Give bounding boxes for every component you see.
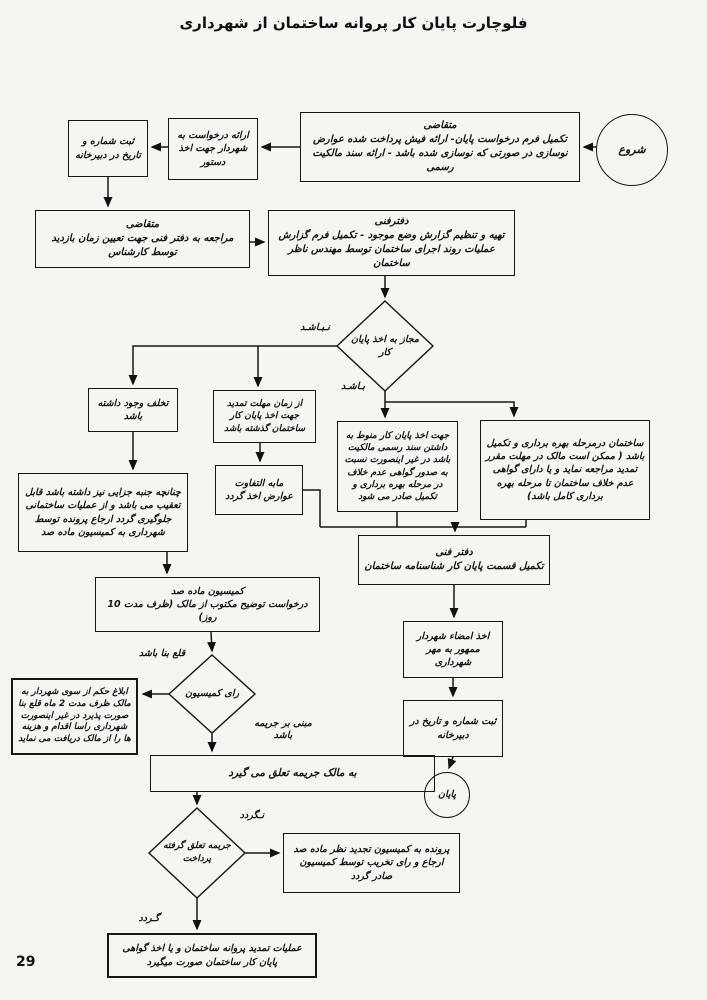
commission-100-text: درخواست توضیح مکتوب از مالک (ظرف مدت 10 روز) <box>107 598 308 624</box>
tech-office-report-text: تهیه و تنظیم گزارش وضع موجود - تکمیل فرم گزارش عملیات روند اجرای ساختمان توسط مهندس ناظر ساختمان <box>278 230 505 269</box>
applicant-request-box <box>300 112 580 182</box>
tech-office-completion-box <box>358 535 550 585</box>
end-node: پایان <box>424 772 470 818</box>
fee-difference-box: مابه التفاوت عوارض اخذ گردد <box>215 465 303 515</box>
commission-100-title: کمیسیون ماده صد <box>171 585 244 597</box>
violation-box: تخلف وجود داشته باشد <box>88 388 178 432</box>
register-secretariat-box-2: ثبت شماره و تاریخ در دبیرخانه <box>403 700 503 757</box>
demolition-notice-box: ابلاغ حکم از سوی شهردار به مالک ظرف مدت 2 ماه قلع بنا صورت پذیرد در غیر اینصورت شهرداری راسا اقدام و هزینه ها را از مالک دریافت می نماید <box>11 678 138 755</box>
fine-applied-box: به مالک جریمه تعلق می گیرد <box>150 755 435 792</box>
deadline-passed-box: از زمان مهلت تمدید جهت اخذ پایان کار ساختمان گذشته باشد <box>213 390 316 443</box>
tech-office-completion-text: تکمیل قسمت پایان کار شناسنامه ساختمان <box>364 561 544 572</box>
permit-decision-diamond: مجاز به اخذ پایان کار <box>351 333 419 358</box>
visit-tech-office-box <box>35 210 250 268</box>
applicant-request-text: تکمیل فرم درخواست پایان- ارائه فیش پرداخت شده عوارض نوسازی در صورتی که نوسازی شده باشد - ارائه سند مالکیت رسمی <box>312 134 568 173</box>
label-fine-based: مبنی بر جریمه باشد <box>254 718 312 741</box>
commission-100-box <box>95 577 320 632</box>
tech-office-report-box <box>268 210 515 276</box>
building-stage-box: ساختمان درمرحله بهره برداری و تکمیل باشد ( ممکن است مالک در مهلت مقرر تمدید مراجعه نماید و یا دارای گواهی عدم خلاف ساختمان تا مرحله بهره برداری کامل باشد) <box>480 420 650 520</box>
criminal-aspect-box: چنانچه جنبه جزایی نیز داشته باشد قابل تعقیب می باشد و از عملیات ساختمانی جلوگیری گردد ارجاع پرونده توسط شهرداری به کمیسیون ماده صد <box>18 473 188 552</box>
fine-paid-diamond: جریمه تعلق گرفته پرداخت <box>163 841 231 864</box>
commission-verdict-diamond: رای کمیسیون <box>184 688 240 700</box>
label-demolition: قلع بنا باشد <box>138 648 186 659</box>
final-operations-box: عملیات تمدید پروانه ساختمان و یا اخذ گواهی پایان کار ساختمان صورت میگیرد <box>107 933 317 978</box>
mayor-signature-box: اخذ امضاء شهردار ممهور به مهر شهرداری <box>403 621 503 678</box>
page-title: فلوچارت پایان کار پروانه ساختمان از شهرداری <box>179 14 528 32</box>
page-number: 29 <box>16 954 36 970</box>
submit-to-mayor-box: ارائه درخواست به شهردار جهت اخذ دستور <box>168 118 258 180</box>
label-authorized: بـاشـد <box>340 381 366 392</box>
label-not-paid: نـگردد <box>239 810 265 821</box>
deed-requirement-box: جهت اخذ پایان کار منوط به داشتن سند رسمی مالکیت باشد در غیر اینصورت نسبت به صدور گواهی عدم خلاف در مرحله بهره برداری و تکمیل صادر می شود <box>337 421 458 512</box>
label-paid: گـردد <box>138 913 160 924</box>
tech-office-completion-title: دفتر فنی <box>435 547 473 558</box>
visit-tech-office-text: مراجعه به دفتر فنی جهت تعیین زمان بازدید توسط کارشناس <box>51 233 234 258</box>
visit-tech-office-title: متقاضی <box>125 219 160 230</box>
label-not-authorized: نـبـاشـد <box>300 322 330 333</box>
appeal-commission-box: پرونده به کمیسیون تجدید نظر ماده صد ارجاع و رای تخریب توسط کمیسیون صادر گردد <box>283 833 460 893</box>
applicant-request-title: متقاضی <box>423 120 457 131</box>
start-node: شروع <box>596 114 668 186</box>
tech-office-report-title: دفترفنی <box>374 216 409 227</box>
register-secretariat-box-1: ثبت شماره و تاریخ در دبیرخانه <box>68 120 148 177</box>
